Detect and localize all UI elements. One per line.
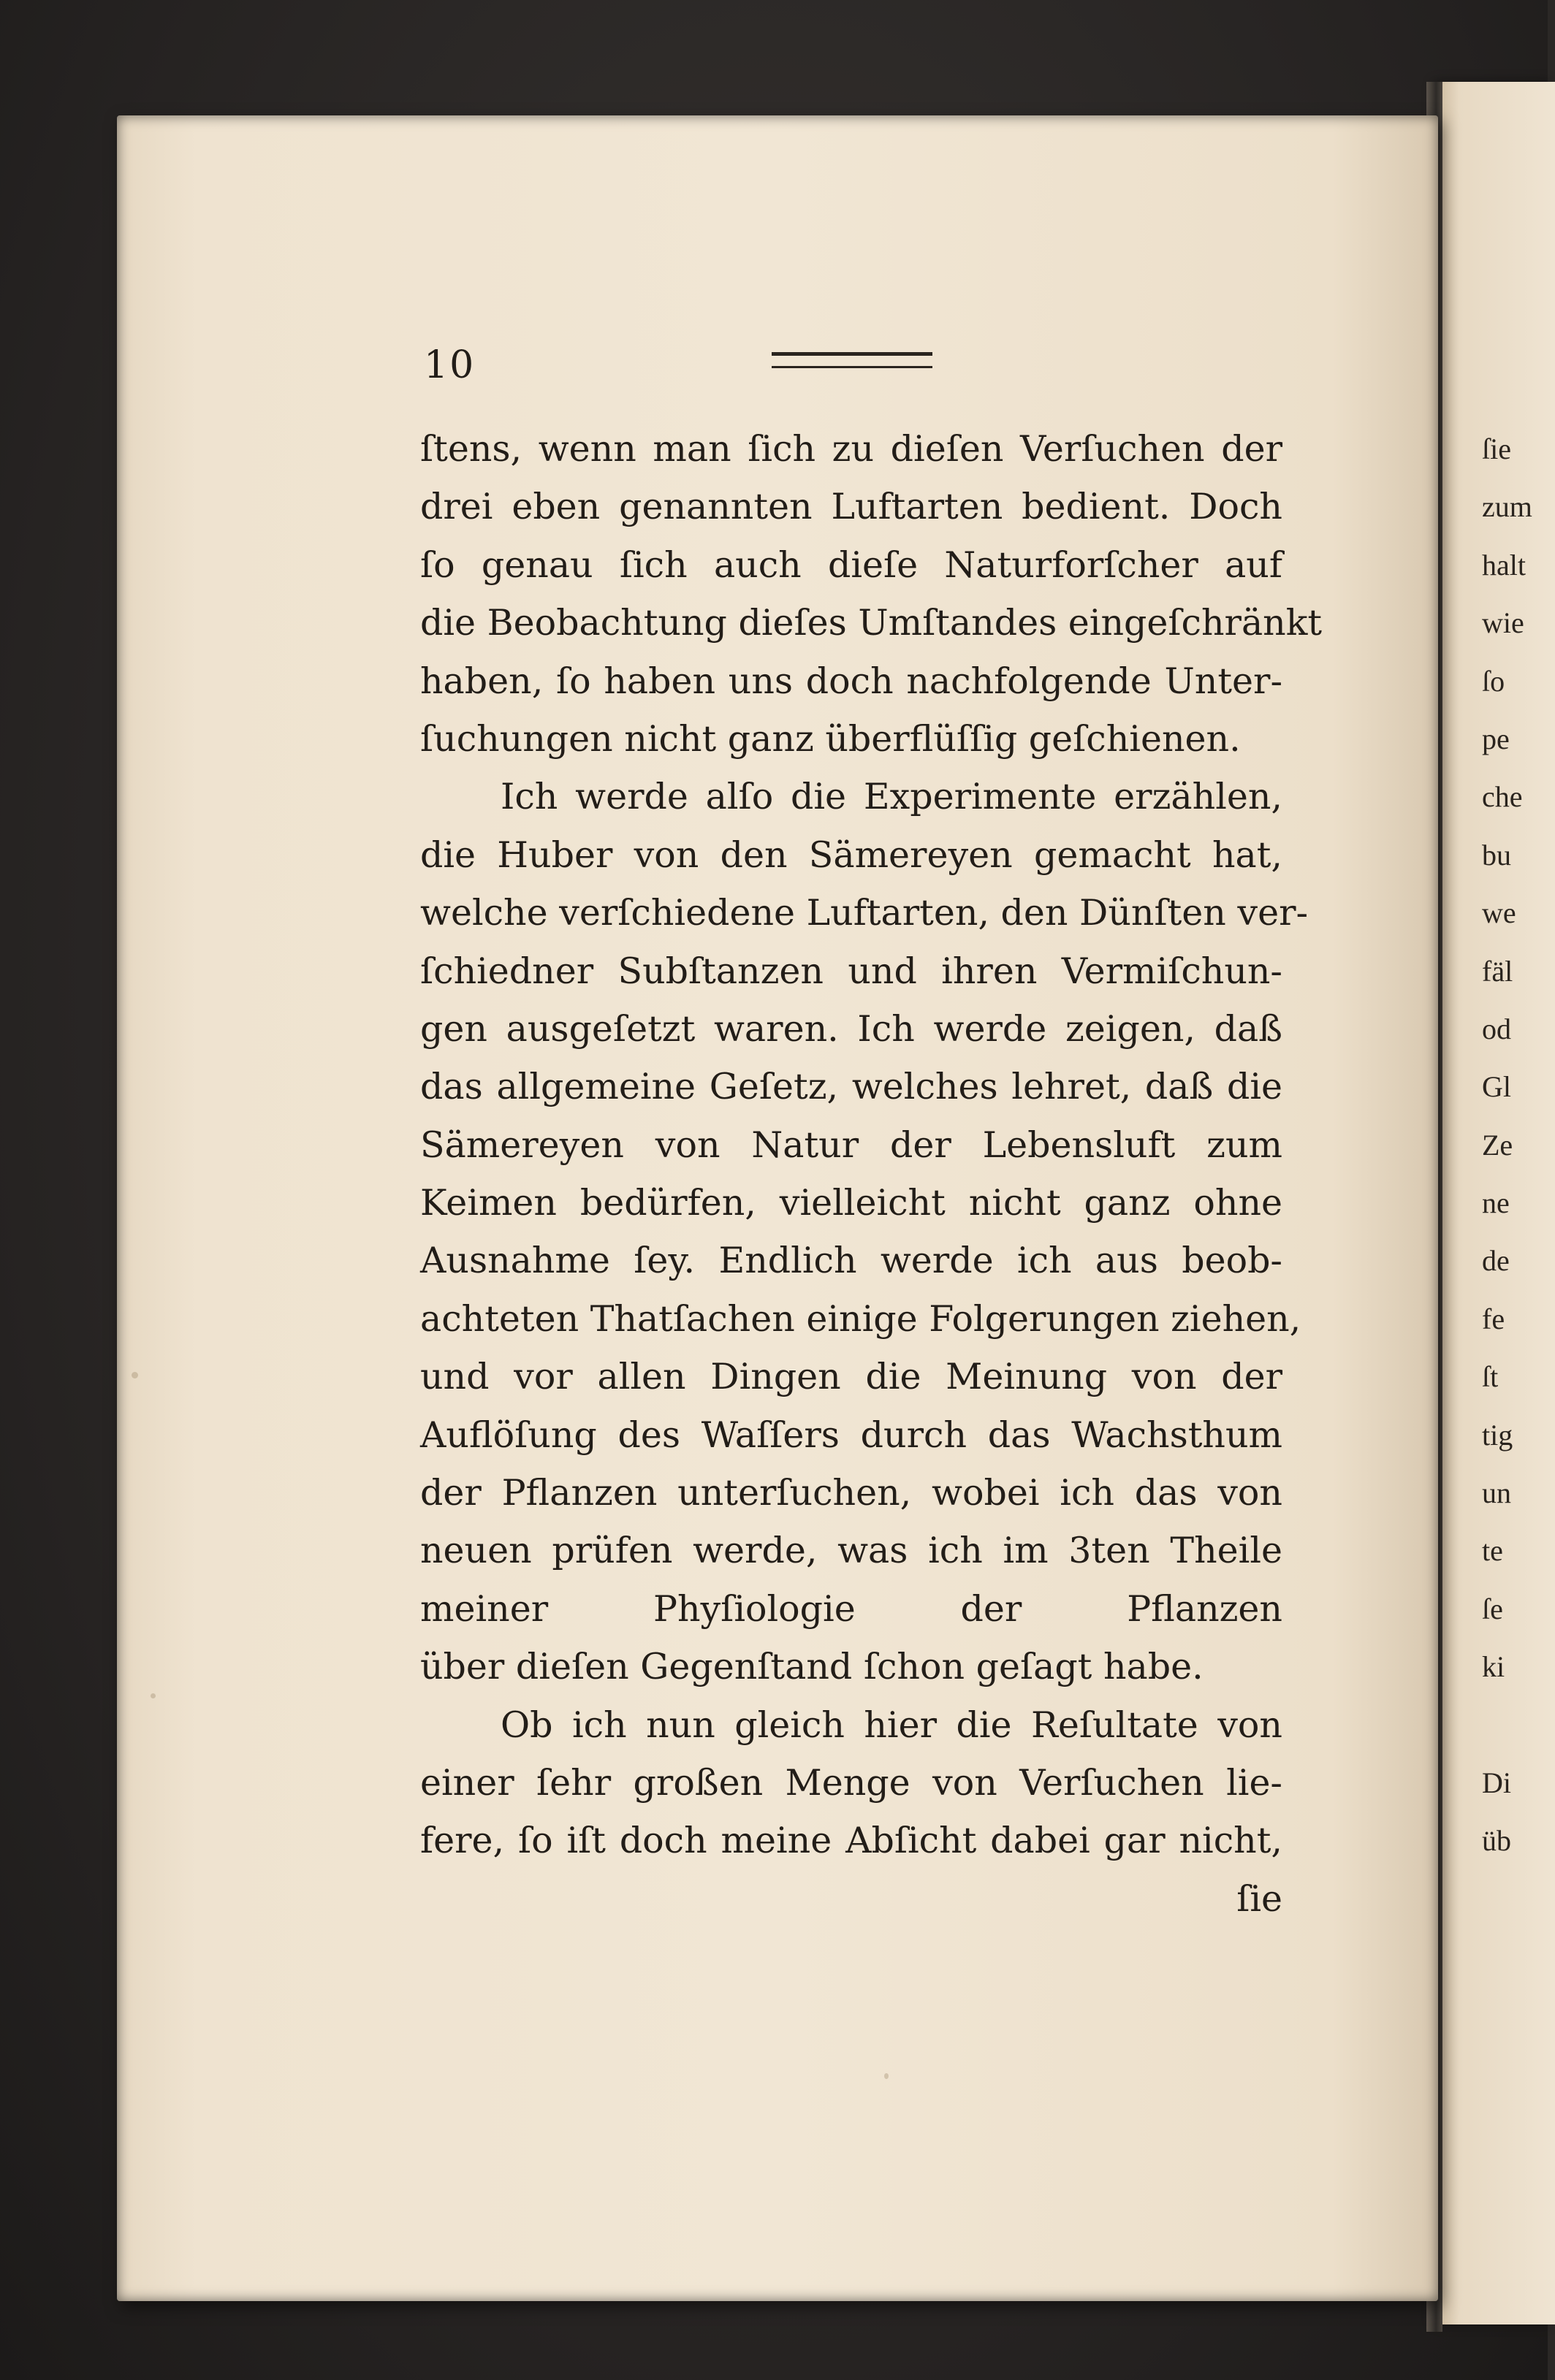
next-page-fragment: tig [1482, 1418, 1513, 1452]
page-number: 10 [424, 343, 476, 387]
next-page-fragment [1482, 1696, 1517, 1754]
paper-spot [151, 1693, 156, 1698]
text-line: die Huber von den Sämereyen gemacht hat, [420, 834, 1282, 876]
text-line: fere, ſo iſt doch meine Abſicht dabei gar nicht, [420, 1820, 1282, 1862]
text-line: das allgemeine Geſetz, welches lehret, daß die [420, 1066, 1282, 1108]
text-line: welche verſchiedene Luftarten, den Dünſten ver- [420, 892, 1309, 934]
next-page-fragment: un [1482, 1476, 1511, 1510]
next-page-fragment: ki [1482, 1650, 1505, 1684]
text-line: meiner Phyſiologie der Pflanzen [420, 1587, 1282, 1630]
text-line: Sämereyen von Natur der Lebensluft zum [420, 1124, 1282, 1166]
text-line: haben, ſo haben uns doch nachfolgende Unter- [420, 660, 1282, 702]
next-page-fragment: Ze [1482, 1128, 1513, 1162]
next-page-fragment: ſo [1482, 664, 1505, 698]
next-page-fragment: ſt [1482, 1360, 1499, 1394]
text-line: ſchiedner Subſtanzen und ihren Vermiſchun- [420, 950, 1282, 992]
text-line: einer ſehr großen Menge von Verſuchen lie- [420, 1761, 1282, 1804]
text-line: ſo genau ſich auch dieſe Naturforſcher auf [420, 543, 1282, 586]
next-page-fragment: wie [1482, 606, 1524, 640]
paper-spot [884, 2073, 889, 2079]
next-page-fragment: fäl [1482, 954, 1513, 988]
text-line: Ich werde alſo die Experimente erzählen, [501, 776, 1282, 818]
next-page-fragment: ſe [1482, 1592, 1503, 1625]
paper-spot [132, 1372, 138, 1378]
text-line: achteten Thatſachen einige Folgerungen ziehen, [420, 1297, 1301, 1340]
next-page-fragment: che [1482, 780, 1523, 814]
next-page-fragment: bu [1482, 838, 1511, 871]
next-page [1438, 82, 1555, 2324]
next-page-fragment: fe [1482, 1302, 1505, 1335]
text-line: drei eben genannten Luftarten bedient. Doch [420, 486, 1282, 528]
text-line: neuen prüfen werde, was ich im 3ten Theile [420, 1530, 1282, 1572]
next-page-fragment: Gl [1482, 1070, 1511, 1104]
next-page-fragment: od [1482, 1012, 1511, 1045]
next-page-fragment: Di [1482, 1766, 1511, 1799]
text-line: Ausnahme ſey. Endlich werde ich aus beob- [420, 1240, 1282, 1282]
text-line: gen ausgeſetzt waren. Ich werde zeigen, daß [420, 1007, 1282, 1050]
next-page-fragment: üb [1482, 1824, 1511, 1858]
next-page-fragment: ne [1482, 1186, 1510, 1220]
next-page-fragment: halt [1482, 548, 1526, 581]
next-page-fragment: we [1482, 896, 1516, 930]
catchword: ſie [1236, 1877, 1282, 1920]
text-line: Keimen bedürfen, vielleicht nicht ganz ohne [420, 1182, 1282, 1224]
next-page-fragments [1482, 420, 1532, 1870]
text-line: die Beobachtung dieſes Umſtandes eingeſchränkt [420, 602, 1323, 644]
text-line: Ob ich nun gleich hier die Reſultate von [501, 1704, 1282, 1746]
text-line: ſtens, wenn man ſich zu dieſen Verſuchen der [420, 428, 1282, 470]
text-line: der Pflanzen unterſuchen, wobei ich das von [420, 1472, 1282, 1514]
next-page-fragment: de [1482, 1244, 1510, 1278]
text-line: Auflöſung des Waſſers durch das Wachsthum [420, 1414, 1282, 1456]
text-block [420, 420, 1323, 1928]
next-page-fragment: pe [1482, 722, 1510, 755]
text-line: und vor allen Dingen die Meinung von der [420, 1356, 1282, 1398]
text-line: über dieſen Gegenſtand ſchon geſagt habe. [420, 1646, 1204, 1688]
text-line: ſuchungen nicht ganz überflüſſig geſchienen. [420, 717, 1241, 760]
next-page-fragment: zum [1482, 490, 1532, 524]
next-page-fragment: ſie [1482, 432, 1511, 465]
next-page-fragment: te [1482, 1534, 1503, 1568]
header-rule [772, 352, 932, 368]
